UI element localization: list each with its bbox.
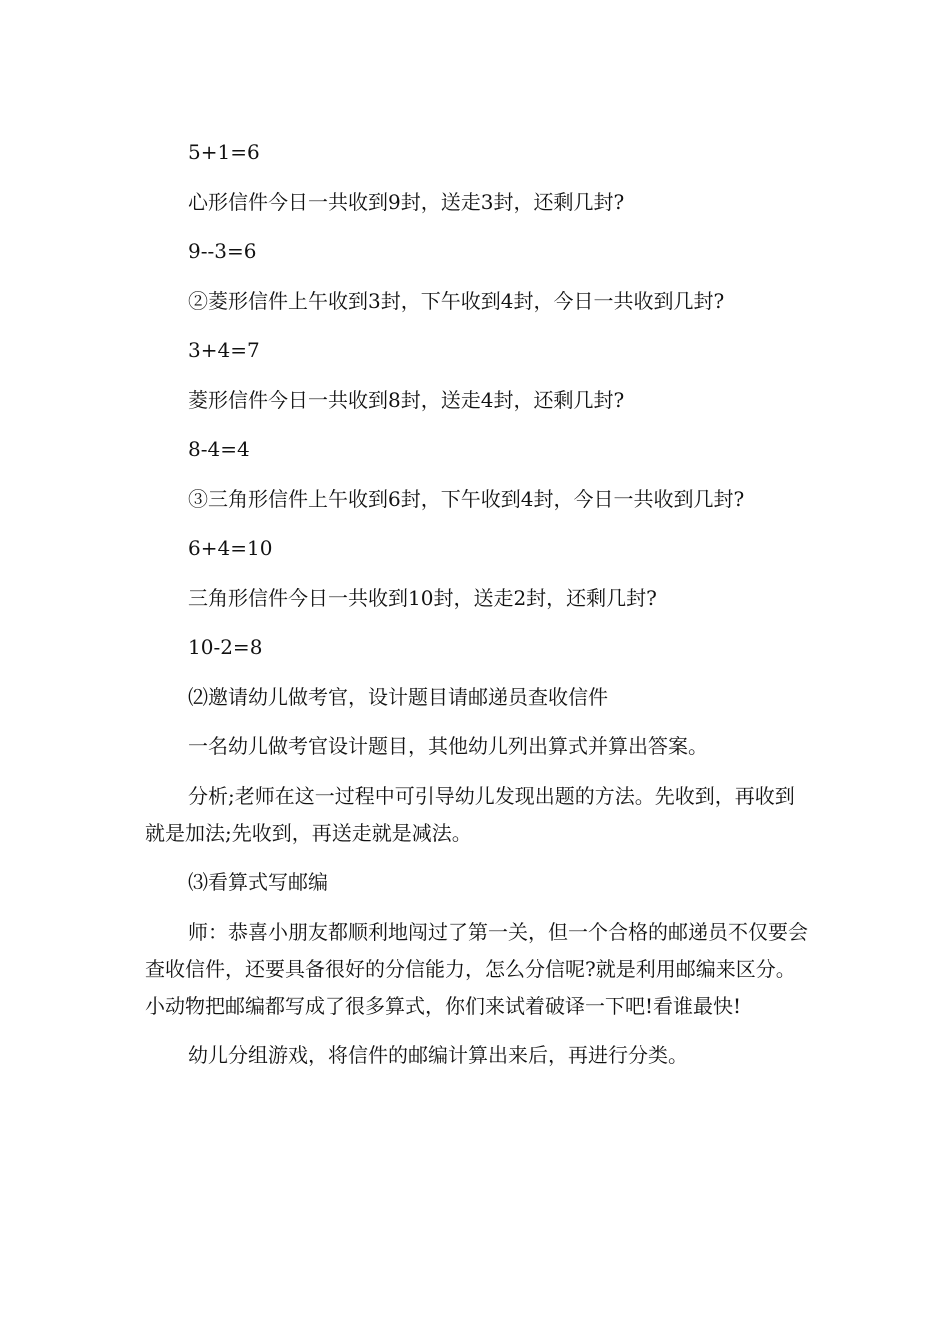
paragraph-14: 分析;老师在这一过程中可引导幼儿发现出题的方法。先收到，再收到就是加法;先收到，再送走就是减法。 — [145, 783, 795, 845]
paragraph-1: 5+1=6 — [188, 140, 260, 164]
paragraph-8: ③三角形信件上午收到6封，下午收到4封，今日一共收到几封? — [188, 486, 745, 511]
document-body — [145, 134, 810, 1087]
paragraph-10: 三角形信件今日一共收到10封，送走2封，还剩几封? — [188, 585, 657, 610]
paragraph-3: 9--3=6 — [188, 239, 257, 263]
paragraph-13: 一名幼儿做考官设计题目，其他幼儿列出算式并算出答案。 — [188, 734, 708, 758]
paragraph-17: 幼儿分组游戏，将信件的邮编计算出来后，再进行分类。 — [188, 1043, 688, 1067]
paragraph-6: 菱形信件今日一共收到8封，送走4封，还剩几封? — [188, 387, 625, 412]
paragraph-7: 8-4=4 — [188, 437, 250, 461]
paragraph-9: 6+4=10 — [188, 536, 273, 560]
paragraph-2: 心形信件今日一共收到9封，送走3封，还剩几封? — [188, 189, 625, 214]
paragraph-16: 师：恭喜小朋友都顺利地闯过了第一关，但一个合格的邮递员不仅要会查收信件，还要具备很好的分信能力，怎么分信呢?就是利用邮编来区分。小动物把邮编都写成了很多算式，你们来试着破译一下吧!看谁最快! — [145, 919, 808, 1018]
paragraph-4: ②菱形信件上午收到3封，下午收到4封，今日一共收到几封? — [188, 288, 725, 313]
paragraph-11: 10-2=8 — [188, 635, 263, 659]
paragraph-15: ⑶看算式写邮编 — [188, 870, 328, 894]
paragraph-5: 3+4=7 — [188, 338, 260, 362]
paragraph-12: ⑵邀请幼儿做考官，设计题目请邮递员查收信件 — [188, 684, 608, 709]
